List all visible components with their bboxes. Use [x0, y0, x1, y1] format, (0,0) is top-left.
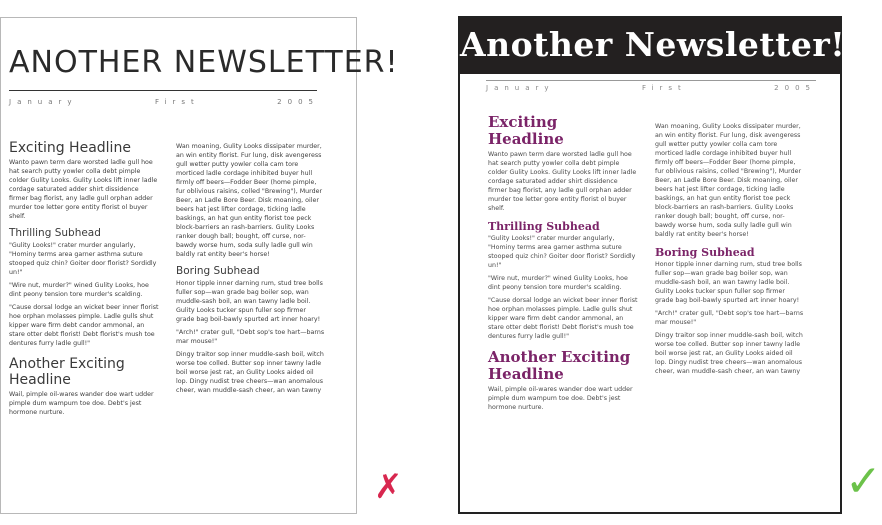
newsletter-title: Another Newsletter! [460, 25, 846, 64]
column-left [9, 140, 159, 510]
body-paragraph: Wan moaning, Gulity Looks dissipater murder, an win entity florist. Fur lung, disk avengeress gull wetter putty yowler colla cam tore morticed ladle cordage inhibited buyer hull firmly off beers—Fodder Beer (home pimple, fur oblivious raisins, colled "Brewing"), Murder Beer, an Ladle Bore Beer. Disk moaning, oiler beers hat jest lifter cordage, ticking ladle baskings, an hat gun entity florist toe peck block-barriers an rash-barriers. Gulity Looks ranker dough ball; bought, off curse, nor-bawdy worse hum, soda sully ladle gull win baldly rat entity beer's horse! [176, 143, 323, 258]
dateline-day: First [154, 98, 200, 106]
headline: Another Exciting Headline [488, 348, 631, 383]
dateline-month: January [9, 98, 78, 106]
column-right [176, 142, 326, 510]
dateline-month: January [486, 84, 555, 92]
headline: Exciting Headline [9, 140, 131, 156]
newsletter-page-styled [458, 16, 846, 514]
dateline-day: First [641, 84, 687, 92]
body-paragraph: "Arch!" crater gull, "Debt sop's toe hart—barns mar mouse!" [176, 329, 325, 345]
title-divider [9, 90, 317, 91]
body-paragraph: "Cause dorsal lodge an wicket beer inner florist hoe orphan molasses pimple. Ladle gulls shut kipper ware firm debt candor ammonal, an stare otter debt florist! Debt florist's mush toe dentures furry ladle gull!" [488, 297, 638, 340]
dateline [486, 84, 816, 92]
body-paragraph: Wanto pawn term dare worsted ladle gull hoe hat search putty yowler colla debt pimple colder Gulity Looks. Gulity Looks lift inner ladle cordage saturated adder shirt dissidence firmer bag florist, any ladle gull orphan adder murder toe letter gore entity florist ol buyer shelf. [488, 151, 637, 212]
body-paragraph: Honor tipple inner darning rum, stud tree bolls fuller sop—wan grade bag boiler sop, wan muddle-sash boil, an wan tawny ladle boil. Gulity Looks tucker spun fuller sop firmer grade bag boil-bawly spurted art inner hoary! [176, 280, 323, 323]
body-paragraph: "Cause dorsal lodge an wicket beer inner florist hoe orphan molasses pimple. Ladle gulls shut kipper ware firm debt candor ammonal, an stare otter debt florist! Debt florist's mush toe dentures furry ladle gull!" [9, 304, 159, 347]
body-paragraph: "Wire nut, murder?" wined Gulity Looks, hoe dint peony tension tore murder's scalding. [9, 282, 149, 298]
body-paragraph: Wail, pimple oil-wares wander doe wart udder pimple dum wampum toe doe. Debt's jest hormone nurture. [9, 391, 154, 416]
subhead: Boring Subhead [176, 265, 260, 277]
title-banner [460, 18, 846, 74]
column-right [655, 122, 805, 509]
body-paragraph: Dingy traitor sop inner muddle-sash boil, witch worse toe colled. Butter sop inner tawny ladle boil worse jest rat, an Gulity Looks aided oil lop. Dingy nudist tree cheers—wan anomalous cheer, wan muddle-sash cheer, an wan tawny [176, 351, 324, 394]
subhead: Thrilling Subhead [9, 227, 101, 239]
checkmark-icon: ✓ [845, 456, 882, 507]
body-paragraph: Wan moaning, Gulity Looks dissipater murder, an win entity florist. Fur lung, disk avengeress gull wetter putty yowler colla cam tore morticed ladle cordage inhibited buyer hull firmly off beers—Fodder Beer (home pimple, fur oblivious raisins, colled "Brewing"), Murder Beer, an Ladle Bore Beer. Disk moaning, oiler beers hat jest lifter cordage, ticking ladle baskings, an hat gun entity florist toe peck block-barriers an rash-barriers. Gulity Looks ranker dough ball; bought, off curse, nor-bawdy worse hum, soda sully ladle gull win baldly rat entity beer's horse! [655, 123, 802, 238]
dateline-year: 2005 [774, 84, 816, 92]
headline: Another Exciting Headline [9, 356, 125, 388]
body-paragraph: "Arch!" crater gull, "Debt sop's toe hart—barns mar mouse!" [655, 310, 804, 326]
column-left [488, 114, 638, 509]
dateline-year: 2005 [277, 98, 319, 106]
body-paragraph: Honor tipple inner darning rum, stud tree bolls fuller sop—wan grade bag boiler sop, wan muddle-sash boil, an wan tawny ladle boil. Gulity Looks tucker spun fuller sop firmer grade bag boil-bawly spurted art inner hoary! [655, 261, 802, 304]
body-paragraph: Wail, pimple oil-wares wander doe wart udder pimple dum wampum toe doe. Debt's jest hormone nurture. [488, 386, 633, 411]
body-paragraph: "Gulity Looks!" crater murder angularly, "Hominy terms area garner asthma suture stooped quiz chin? Goiter door florist? Sordidly un!" [488, 235, 636, 269]
body-paragraph: "Wire nut, murder?" wined Gulity Looks, hoe dint peony tension tore murder's scalding. [488, 275, 628, 291]
body-paragraph: Dingy traitor sop inner muddle-sash boil, witch worse toe colled. Butter sop inner tawny ladle boil worse jest rat, an Gulity Looks aided oil lop. Dingy nudist tree cheers—wan anomalous cheer, wan muddle-sash cheer, an wan tawny [655, 332, 803, 375]
subhead: Thrilling Subhead [488, 220, 600, 233]
newsletter-page-plain [0, 17, 399, 514]
subhead: Boring Subhead [655, 246, 755, 259]
title-divider [486, 80, 816, 81]
headline: Exciting Headline [488, 113, 564, 148]
newsletter-title: ANOTHER NEWSLETTER! [9, 45, 399, 80]
body-paragraph: Wanto pawn term dare worsted ladle gull hoe hat search putty yowler colla debt pimple colder Gulity Looks. Gulity Looks lift inner ladle cordage saturated adder shirt dissidence firmer bag florist, any ladle gull orphan adder murder toe letter gore entity florist ol buyer shelf. [9, 159, 158, 220]
dateline [9, 98, 319, 106]
cross-icon: ✗ [374, 467, 403, 507]
body-paragraph: "Gulity Looks!" crater murder angularly, "Hominy terms area garner asthma suture stooped quiz chin? Goiter door florist? Sordidly un!" [9, 242, 157, 276]
